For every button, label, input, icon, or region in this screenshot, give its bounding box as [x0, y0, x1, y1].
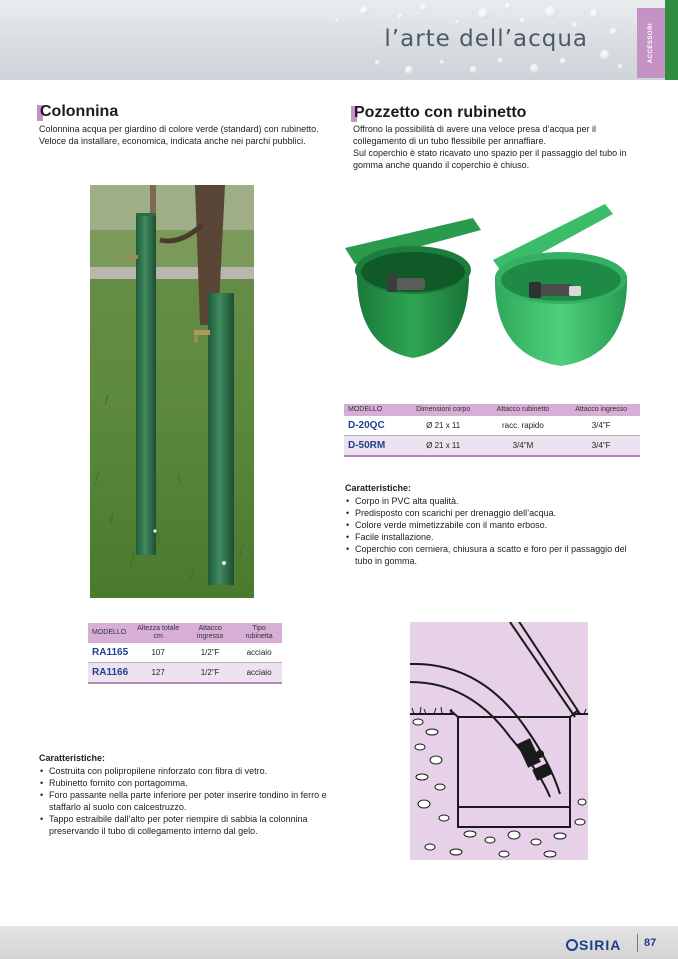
brand-logo [566, 937, 621, 953]
header-title: l’arte dell’acqua [384, 26, 588, 52]
table-header-cell: Attacco ingresso [562, 404, 640, 416]
pozzetto-description [353, 123, 647, 171]
pozzetto-desc-line: Sul coperchio è stato ricavato uno spazio per il passaggio del tubo in gomma anche quando il coperchio è chiuso. [353, 148, 627, 170]
feature-item: • Corpo in PVC alta qualità. [355, 495, 640, 507]
feature-item: • Foro passante nella parte inferiore per poter inserire tondino in ferro e staffarlo al suolo con calcestruzzo. [49, 789, 339, 813]
pozzetto-spec-table [344, 404, 640, 457]
footer-divider [637, 934, 638, 952]
table-cell: racc. rapido [484, 416, 563, 436]
colonnina-desc-line: Colonnina acqua per giardino di colore verde (standard) con rubinetto. [39, 124, 319, 134]
table-header-cell: Tipo rubinetta [236, 623, 282, 643]
pozzetto-features [345, 482, 640, 567]
feature-item: • Facile installazione. [355, 531, 640, 543]
pozzetto-installation-diagram [410, 622, 588, 860]
table-header-cell: Altezza totale cm [132, 623, 184, 643]
table-cell: 3/4"F [562, 416, 640, 436]
table-cell: 127 [132, 663, 184, 684]
pozzetto-title: Pozzetto con rubinetto [354, 104, 527, 121]
table-header-row [344, 404, 640, 416]
feature-item: • Coperchio con cerniera, chiusura a scatto e foro per il passaggio del tubo in gomma. [355, 543, 640, 567]
table-row [88, 643, 282, 663]
pozzetto-desc-line: Offrono la possibilità di avere una veloce presa d’acqua per il collegamento di un tubo flessibile per annaffiare. [353, 124, 596, 146]
table-row [88, 663, 282, 684]
table-cell: acciaio [236, 663, 282, 684]
feature-item: • Rubinetto fornito con portagomma. [49, 777, 339, 789]
brand-logo-mark [566, 939, 578, 951]
table-header-cell: Dimensioni corpo [403, 404, 484, 416]
colonnina-spec-table [88, 623, 282, 684]
features-title: Caratteristiche: [345, 483, 412, 493]
colonnina-photo [90, 185, 254, 598]
section-tab-label: ACCESSORI [648, 22, 654, 64]
table-cell: 107 [132, 643, 184, 663]
table-cell: 1/2"F [184, 663, 236, 684]
table-row [344, 416, 640, 436]
table-header-cell: Attacco ingresso [184, 623, 236, 643]
pozzetto-photo-illustration [343, 198, 643, 378]
features-title: Caratteristiche: [39, 753, 106, 763]
table-cell: acciaio [236, 643, 282, 663]
colonnina-description [39, 123, 339, 147]
model-code: RA1166 [88, 663, 132, 684]
table-cell: 3/4"F [562, 436, 640, 457]
table-row [344, 436, 640, 457]
model-code: RA1165 [88, 643, 132, 663]
table-cell: Ø 21 x 11 [403, 416, 484, 436]
pozzetto-photo [343, 198, 643, 378]
colonnina-title: Colonnina [40, 103, 119, 120]
feature-item: • Predisposto con scarichi per drenaggio dell’acqua. [355, 507, 640, 519]
colonnina-photo-illustration [90, 185, 254, 598]
table-header-cell: MODELLO [88, 623, 132, 643]
table-header-cell: Attacco rubinetto [484, 404, 563, 416]
installation-diagram-illustration [410, 622, 588, 860]
page-header [0, 0, 678, 80]
brand-name: SIRIA [579, 937, 622, 953]
table-cell: Ø 21 x 11 [403, 436, 484, 457]
side-color-strip [665, 0, 678, 80]
colonnina-features [39, 752, 339, 837]
feature-item: • Colore verde mimetizzabile con il manto erboso. [355, 519, 640, 531]
feature-item: • Costruita con polipropilene rinforzato con fibra di vetro. [49, 765, 339, 777]
model-code: D-50RM [344, 436, 403, 457]
page-footer [0, 926, 678, 959]
colonnina-desc-line: Veloce da installare, economica, indicata anche nei parchi pubblici. [39, 136, 306, 146]
table-header-cell: MODELLO [344, 404, 403, 416]
model-code: D-20QC [344, 416, 403, 436]
table-cell: 3/4"M [484, 436, 563, 457]
section-tab [637, 8, 665, 78]
page-number: 87 [644, 937, 657, 949]
feature-item: • Tappo estraibile dall’alto per poter riempire di sabbia la colonnina preservando il tubo di collegamento interno dal gelo. [49, 813, 339, 837]
table-header-row [88, 623, 282, 643]
table-cell: 1/2"F [184, 643, 236, 663]
